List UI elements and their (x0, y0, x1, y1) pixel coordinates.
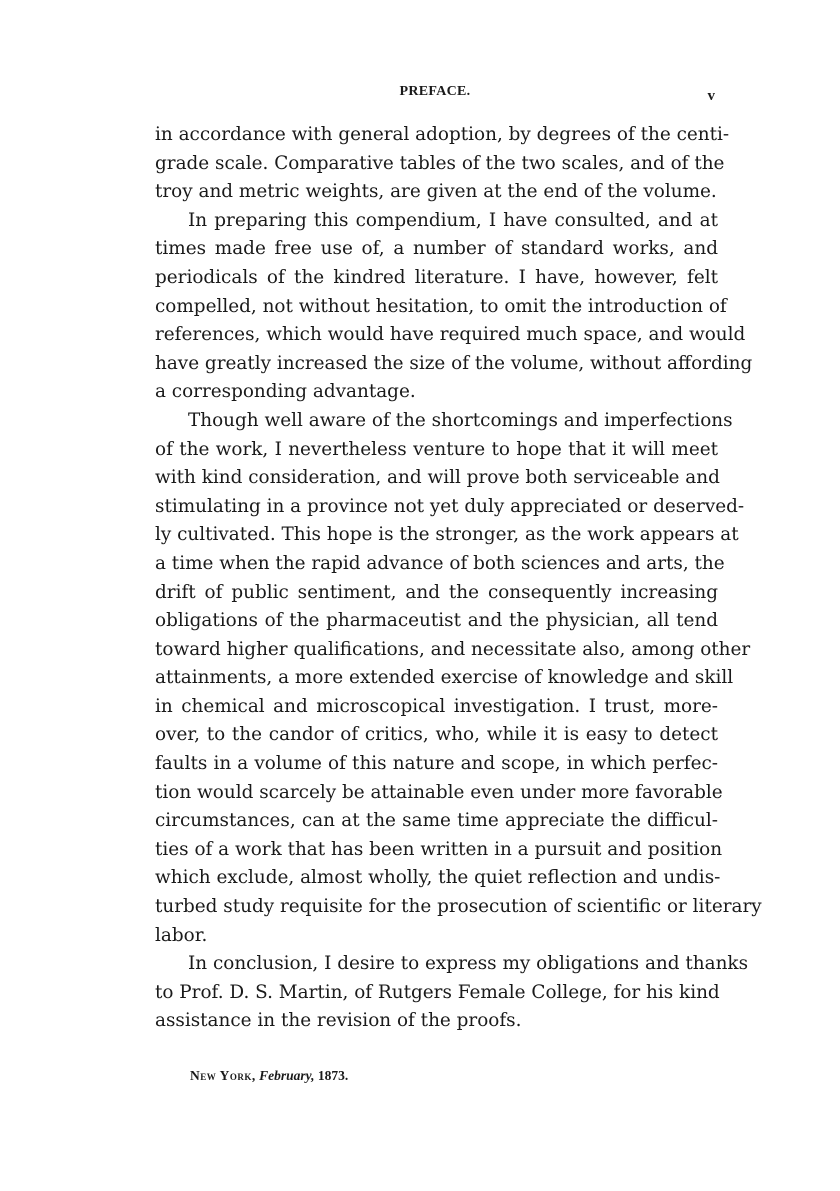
running-title: PREFACE. (399, 84, 471, 99)
text-line: turbed study requisite for the prosecution of scientific or literary (155, 896, 762, 918)
text-line: toward higher qualifications, and necessitate also, among other (155, 638, 751, 660)
text-line: of the work, I nevertheless venture to hope that it will meet (155, 438, 718, 460)
text-line: assistance in the revision of the proofs. (155, 1010, 522, 1032)
paragraph-1 (155, 121, 730, 207)
paragraph-4 (155, 950, 749, 1036)
dateline-place: New York, (190, 1068, 256, 1083)
text-line: In conclusion, I desire to express my obligations and thanks (188, 953, 749, 975)
text-line: ties of a work that has been written in a pursuit and position (155, 838, 723, 860)
text-line: references, which would have required much space, and would (155, 324, 746, 346)
paragraph-3 (155, 407, 762, 950)
text-line: in chemical and microscopical investigation. I trust, more- (155, 695, 718, 717)
text-line: faults in a volume of this nature and scope, in which perfec- (155, 753, 718, 775)
text-line: to Prof. D. S. Martin, of Rutgers Female College, for his kind (155, 981, 720, 1003)
page-header (155, 84, 715, 108)
text-line: labor. (155, 924, 208, 946)
text-line: which exclude, almost wholly, the quiet reflection and undis- (155, 867, 721, 889)
text-line: stimulating in a province not yet duly appreciated or deserved- (155, 495, 745, 517)
text-line: periodicals of the kindred literature. I have, however, felt (155, 266, 718, 288)
text-line: Though well aware of the shortcomings and imperfections (188, 409, 733, 431)
text-line: attainments, a more extended exercise of knowledge and skill (155, 667, 734, 689)
text-line: ly cultivated. This hope is the stronger, as the work appears at (155, 524, 739, 546)
text-line: compelled, not without hesitation, to omit the introduction of (155, 295, 727, 317)
text-line: grade scale. Comparative tables of the two scales, and of the (155, 152, 725, 174)
page-number: v (707, 88, 715, 104)
text-line: drift of public sentiment, and the consequently increasing (155, 581, 718, 603)
text-line: over, to the candor of critics, who, while it is easy to detect (155, 724, 718, 746)
preface-body (155, 121, 762, 1036)
text-line: circumstances, can at the same time appreciate the difficul- (155, 810, 718, 832)
text-line: a corresponding advantage. (155, 381, 416, 403)
dateline-year: 1873. (317, 1068, 349, 1083)
text-line: tion would scarcely be attainable even under more favorable (155, 781, 723, 803)
text-line: in accordance with general adoption, by degrees of the centi- (155, 124, 730, 145)
text-line: troy and metric weights, are given at the end of the volume. (155, 181, 717, 203)
text-line: times made free use of, a number of standard works, and (155, 238, 718, 260)
text-line: In preparing this compendium, I have consulted, and at (188, 209, 718, 231)
dateline-month: February, (259, 1068, 315, 1083)
dateline (190, 1068, 348, 1084)
text-line: have greatly increased the size of the volume, without affording (155, 352, 753, 374)
paragraph-2 (155, 207, 753, 407)
text-line: with kind consideration, and will prove both serviceable and (155, 467, 720, 489)
text-line: obligations of the pharmaceutist and the physician, all tend (155, 610, 718, 632)
text-line: a time when the rapid advance of both sciences and arts, the (155, 552, 725, 574)
